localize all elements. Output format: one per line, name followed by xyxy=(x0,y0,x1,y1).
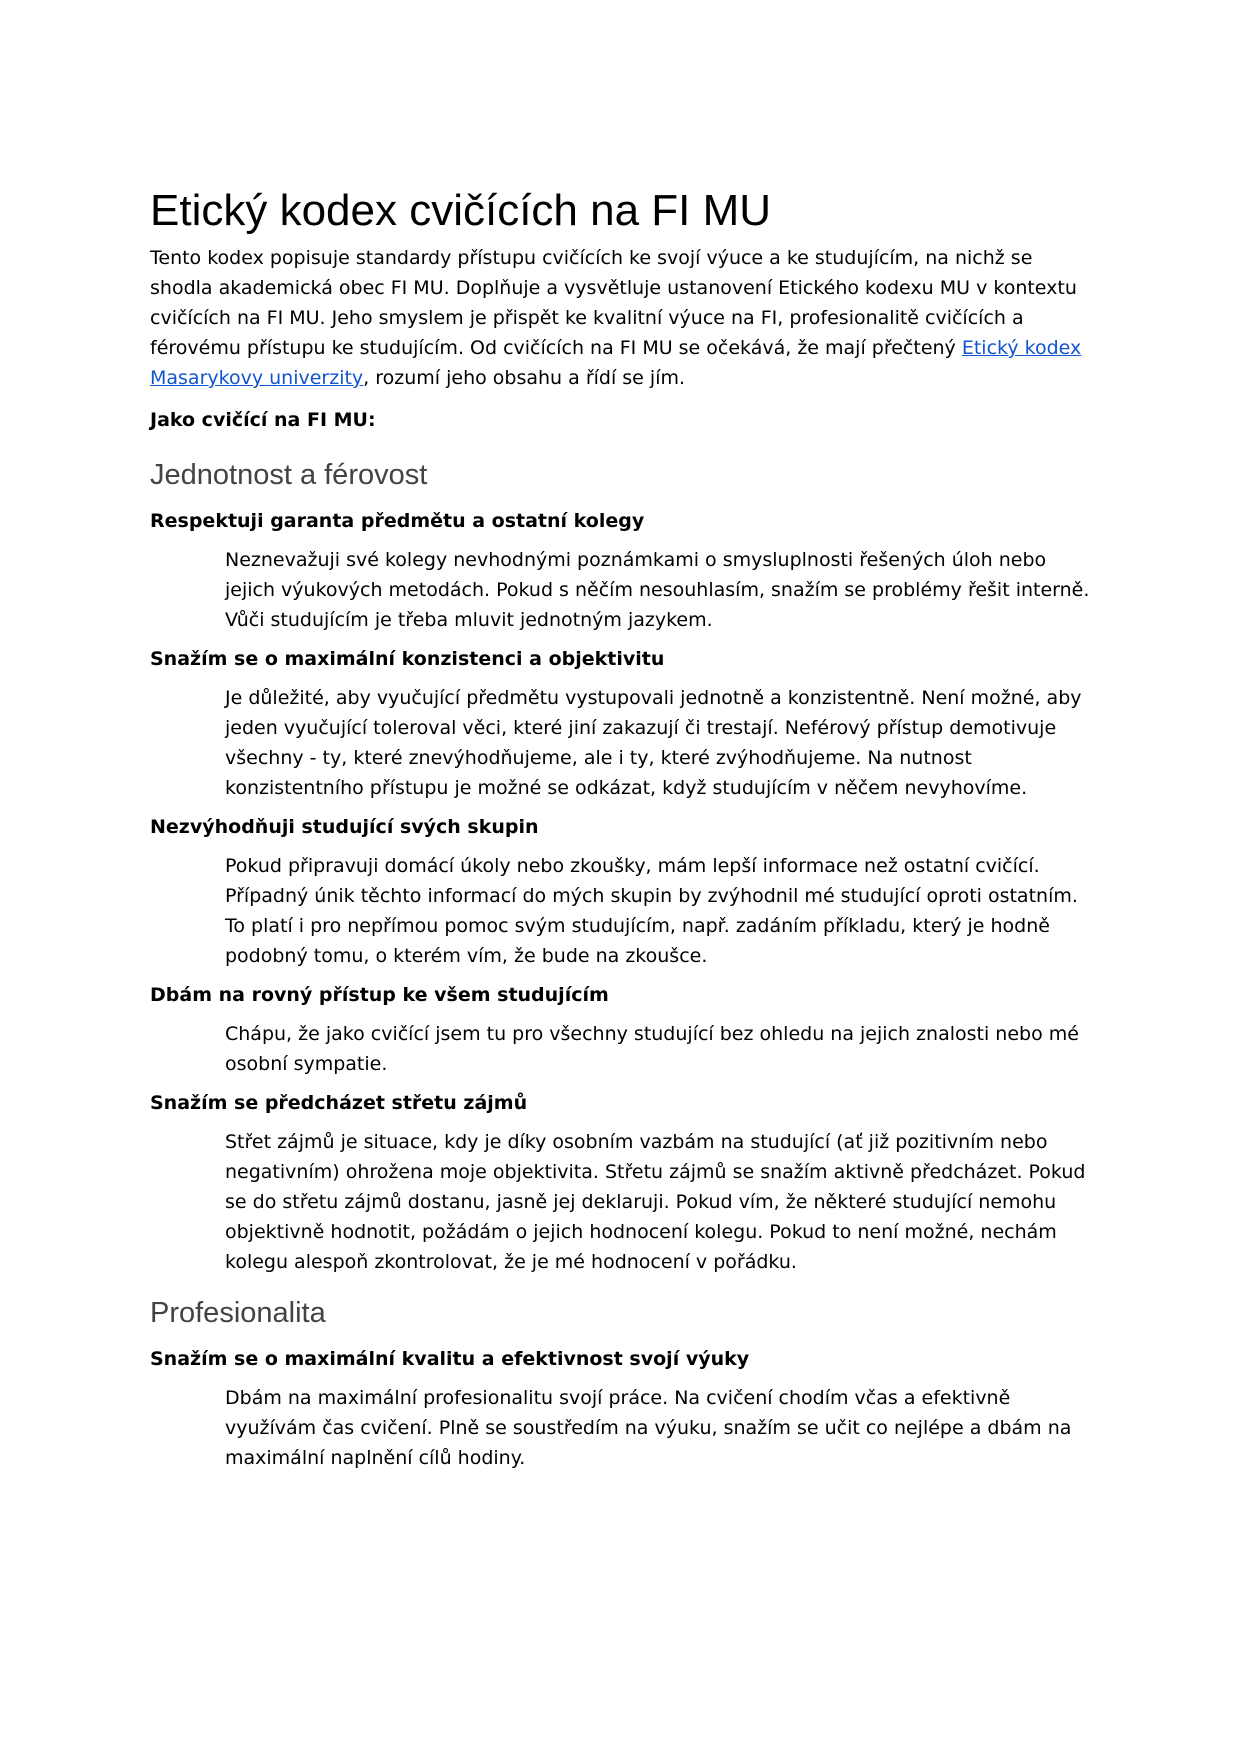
principle-item xyxy=(150,645,1090,803)
principle-heading: Snažím se o maximální kvalitu a efektivnost svojí výuky xyxy=(150,1348,750,1370)
principle-body: Dbám na maximální profesionalitu svojí práce. Na cvičení chodím včas a efektivně využívám čas cvičení. Plně se soustředím na výuku, snažím se učit co nejlépe a dbám na maximální naplnění cílů hodiny. xyxy=(225,1387,1072,1469)
principle-item xyxy=(150,1089,1090,1277)
principle-body: Střet zájmů je situace, kdy je díky osobním vazbám na studující (ať již pozitivním nebo negativním) ohrožena moje objektivita. Střetu zájmů se snažím aktivně předcházet. Pokud se do střetu zájmů dostanu, jasně jej deklaruji. Pokud vím, že některé studující nemohu objektivně hodnotit, požádám o jejich hodnocení kolegu. Pokud to není možné, nechám kolegu alespoň zkontrolovat, že je mé hodnocení v pořádku. xyxy=(225,1131,1086,1273)
principle-item xyxy=(150,1345,1090,1473)
ethics-code-link[interactable]: Etický kodex Masarykovy univerzity xyxy=(150,337,1082,389)
principle-item xyxy=(150,507,1090,635)
principle-body: Chápu, že jako cvičící jsem tu pro všechny studující bez ohledu na jejich znalosti nebo mé osobní sympatie. xyxy=(225,1023,1079,1075)
lead-statement: Jako cvičící na FI MU: xyxy=(150,409,376,431)
principle-heading: Snažím se předcházet střetu zájmů xyxy=(150,1092,528,1114)
intro-text-after-link: , rozumí jeho obsahu a řídí se jím. xyxy=(363,367,686,389)
principle-heading: Nezvýhodňuji studující svých skupin xyxy=(150,816,539,838)
principle-heading: Dbám na rovný přístup ke všem studujícím xyxy=(150,984,609,1006)
principle-heading: Respektuji garanta předmětu a ostatní kolegy xyxy=(150,510,645,532)
document-title: Etický kodex cvičících na FI MU xyxy=(150,186,772,235)
intro-text-before-link: Tento kodex popisuje standardy přístupu cvičících ke svojí výuce a ke studujícím, na nichž se shodla akademická obec FI MU. Doplňuje a vysvětluje ustanovení Etického kodexu MU v kontextu cvičících na FI MU. Jeho smyslem je přispět ke kvalitní výuce na FI, profesionalitě cvičících a férovému přístupu ke studujícím. Od cvičících na FI MU se očekává, že mají přečtený xyxy=(150,247,1077,359)
section-heading: Jednotnost a férovost xyxy=(150,459,428,491)
principle-item xyxy=(150,981,1090,1079)
principle-body: Neznevažuji své kolegy nevhodnými poznámkami o smysluplnosti řešených úloh nebo jejich výukových metodách. Pokud s něčím nesouhlasím, snažím se problémy řešit interně. Vůči studujícím je třeba mluvit jednotným jazykem. xyxy=(225,549,1090,631)
principle-body: Je důležité, aby vyučující předmětu vystupovali jednotně a konzistentně. Není možné, aby jeden vyučující toleroval věci, které jiní zakazují či trestají. Neférový přístup demotivuje všechny - ty, které znevýhodňujeme, ale i ty, které zvýhodňujeme. Na nutnost konzistentního přístupu je možné se odkázat, když studujícím v něčem nevyhovíme. xyxy=(225,687,1082,799)
section-heading: Profesionalita xyxy=(150,1297,326,1329)
document-page xyxy=(150,185,1090,1483)
principle-item xyxy=(150,813,1090,971)
section-profesionalita xyxy=(150,1295,1090,1473)
principle-body: Pokud připravuji domácí úkoly nebo zkoušky, mám lepší informace než ostatní cvičící. Případný únik těchto informací do mých skupin by zvýhodnil mé studující oproti ostatním. To platí i pro nepřímou pomoc svým studujícím, např. zadáním příkladu, který je hodně podobný tomu, o kterém vím, že bude na zkoušce. xyxy=(225,855,1078,967)
section-jednotnost xyxy=(150,457,1090,1277)
principle-heading: Snažím se o maximální konzistenci a objektivitu xyxy=(150,648,665,670)
intro-paragraph xyxy=(150,243,1090,393)
